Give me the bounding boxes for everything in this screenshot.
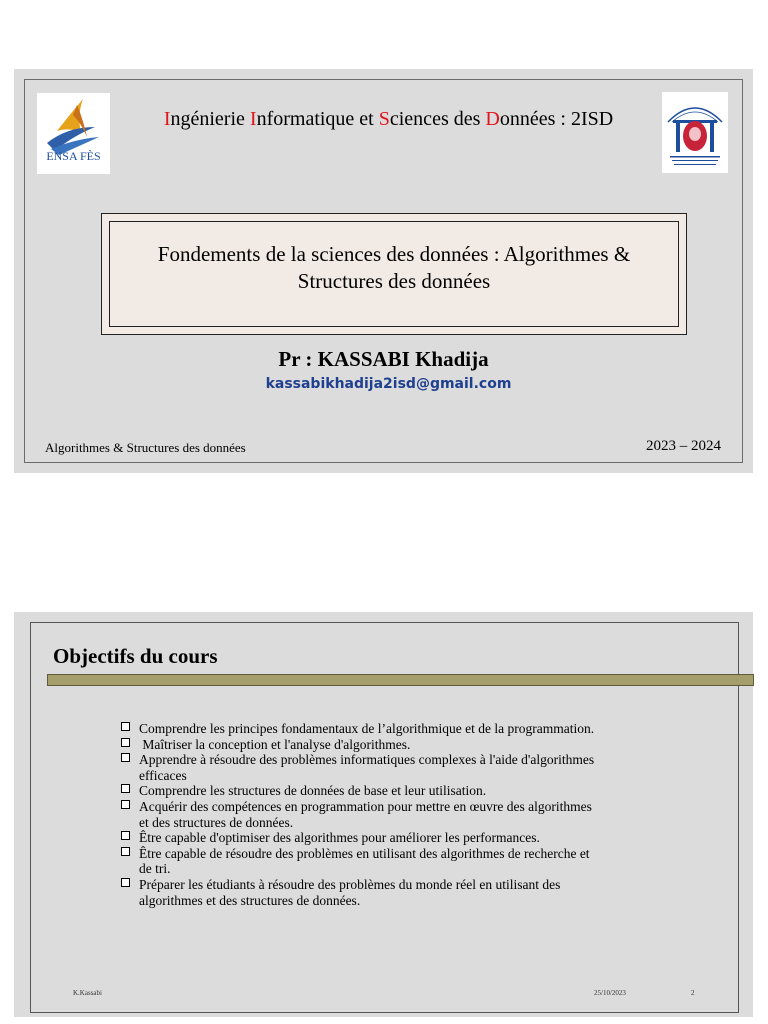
footer-page-number: 2 (691, 989, 695, 997)
objectives-list (121, 721, 691, 908)
checkbox-bullet-icon (121, 738, 130, 747)
program-title-part-2: nformatique et (256, 108, 379, 130)
checkbox-bullet-icon (121, 753, 130, 762)
professor-name: Pr : KASSABI Khadija (278, 347, 489, 371)
objective-text: Préparer les étudiants à résoudre des problèmes du monde réel en utilisant des (139, 876, 561, 892)
program-title (25, 108, 742, 131)
checkbox-bullet-icon (121, 722, 130, 731)
course-title (122, 241, 666, 295)
objective-item (121, 846, 691, 877)
footer-date: 25/10/2023 (594, 989, 626, 997)
program-title-cap-3: S (378, 108, 390, 130)
objective-item (121, 830, 691, 846)
slide-frame (24, 79, 743, 463)
objective-text-cont: algorithmes et des structures de données. (139, 892, 361, 908)
footer-year: 2023 – 2024 (646, 438, 721, 454)
checkbox-bullet-icon (121, 831, 130, 840)
objective-item (121, 799, 691, 830)
professor-email: kassabikhadija2isd@gmail.com (265, 376, 512, 392)
ensa-fes-logo-text: ENSA FÈS (46, 149, 101, 163)
objective-text: Comprendre les structures de données de base et leur utilisation. (139, 783, 487, 799)
university-seal-logo (662, 92, 728, 173)
program-title-cap-2: I (249, 108, 257, 130)
objective-text-cont: de tri. (139, 861, 171, 877)
checkbox-bullet-icon (121, 800, 130, 809)
course-title-line-1: Fondements de la sciences des données : Algorithmes & (157, 242, 631, 266)
objective-item (121, 877, 691, 908)
objective-text: Être capable d'optimiser des algorithmes pour améliorer les performances. (139, 830, 540, 846)
title-slide (14, 69, 753, 473)
program-title-part-4: onnées : 2ISD (499, 108, 614, 130)
title-divider-bar (47, 674, 754, 686)
checkbox-bullet-icon (121, 784, 130, 793)
objective-item (121, 752, 691, 783)
objective-item (121, 721, 691, 737)
program-title-part-3: ciences des (389, 108, 486, 130)
course-title-box (101, 213, 687, 335)
program-title-cap-4: D (485, 108, 500, 130)
objective-item (121, 783, 691, 799)
program-title-cap-1: I (163, 108, 171, 130)
objectives-slide (14, 612, 753, 1017)
objective-text: Maîtriser la conception et l'analyse d'algorithmes. (139, 736, 411, 752)
ensa-fes-logo (37, 93, 110, 174)
checkbox-bullet-icon (121, 878, 130, 887)
slide-title: Objectifs du cours (53, 644, 218, 668)
objective-text: Comprendre les principes fondamentaux de l’algorithmique et de la programmation. (139, 721, 595, 736)
footer-author: K.Kassabi (73, 989, 102, 997)
footer-course-name: Algorithmes & Structures des données (45, 440, 246, 455)
course-title-line-2: Structures des données (297, 269, 491, 293)
objective-item (121, 737, 691, 753)
objective-text: Apprendre à résoudre des problèmes informatiques complexes à l'aide d'algorithmes (139, 752, 595, 768)
checkbox-bullet-icon (121, 847, 130, 856)
objective-text: Acquérir des compétences en programmation pour mettre en œuvre des algorithmes (139, 798, 592, 814)
objective-text-cont: et des structures de données. (139, 814, 294, 830)
objective-text: Être capable de résoudre des problèmes en utilisant des algorithmes de recherche et (139, 845, 590, 861)
program-title-part-1: ngénierie (170, 108, 250, 130)
slide-frame (30, 622, 739, 1013)
objective-text-cont: efficaces (139, 767, 187, 783)
